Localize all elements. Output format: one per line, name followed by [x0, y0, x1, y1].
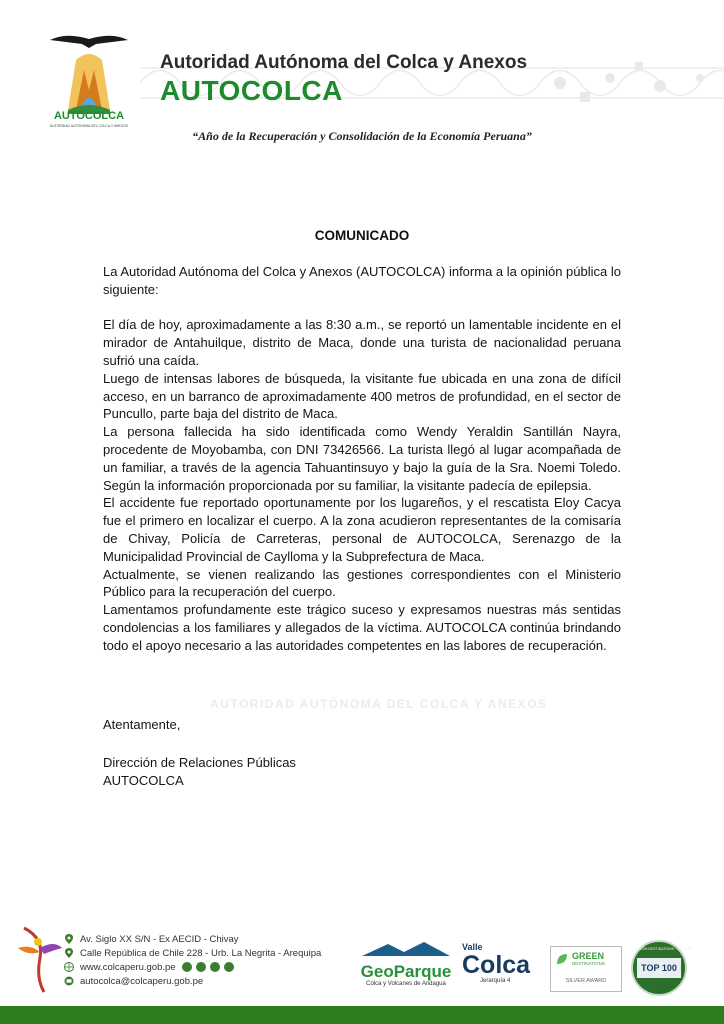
top100-label: TOP 100 [637, 958, 681, 978]
geoparque-subtitle: Colca y Volcanes de Andagua [366, 981, 446, 987]
colca-label: Colca [462, 951, 531, 979]
document-title: COMUNICADO [314, 228, 410, 243]
green-subtitle: DESTINATIONS [572, 961, 605, 966]
volcano-icon [358, 940, 454, 958]
address-row [64, 946, 321, 960]
website-row [64, 960, 321, 974]
body-paragraph: El día de hoy, aproximadamente a las 8:30 a.m., se reportó un lamentable incidente en el mirador de Antahuilque, distrito de Maca, donde una turista de nacionalidad peruana sufrió una caída. [103, 317, 621, 368]
closing-line: Atentamente, [103, 717, 181, 732]
leaf-icon [555, 952, 569, 966]
body-paragraph: La persona fallecida ha sido identificada como Wendy Yeraldin Santillán Nayra, procedente de Moyobamba, con DNI 73426566. La turista llegó al lugar acompañada de un familiar, a través de la agencia Tahuantinsuyo y bajo la guía de la Sra. Noemi Toledo. Según la información proporcionada por su familiar, la visitante padecía de epilepsia. [103, 424, 621, 493]
signature-block [103, 754, 296, 790]
silver-award-label: SILVER AWARD [565, 978, 607, 984]
tiktok-icon[interactable] [210, 962, 220, 972]
youtube-icon[interactable] [224, 962, 234, 972]
logo-subtext: AUTORIDAD AUTÓNOMA DEL COLCA Y ANEXOS [50, 124, 128, 128]
instagram-icon[interactable] [196, 962, 206, 972]
address-chivay: Av. Siglo XX S/N - Ex AECID - Chivay [80, 933, 239, 945]
website-link[interactable]: www.colcaperu.gob.pe [80, 961, 176, 973]
facebook-icon[interactable] [182, 962, 192, 972]
body-paragraph: Luego de intensas labores de búsqueda, la visitante fue ubicada en una zona de difícil acceso, en un barranco de aproximadamente 400 metros de profundidad, en el sector de Puncullo, parte baja del distrito de Maca. [103, 370, 621, 422]
email-link[interactable]: autocolca@colcaperu.gob.pe [80, 975, 204, 987]
body-paragraph: Lamentamos profundamente este trágico suceso y expresamos nuestras más sentidas condolencias a los familiares y allegados de la víctima. AUTOCOLCA continúa brindando todo el apoyo necesario a las autoridades competentes en las labores de recuperación. [103, 602, 621, 653]
body-paragraph: Actualmente, se vienen realizando las gestiones correspondientes con el Ministerio Público para la recuperación del cuerpo. [103, 566, 621, 600]
email-row [64, 974, 321, 988]
watermark: AUTORIDAD AUTÓNOMA DEL COLCA Y ANEXOS [210, 697, 548, 711]
document-body [103, 263, 621, 655]
body-paragraph: El accidente fue reportado oportunamente por los lugareños, y el rescatista Eloy Cacya fue el primero en localizar el cuerpo. A la zona acudieron representantes de la comisaría de Chivay, Policía de Carreteras, personal de AUTOCOLCA, Serenazgo de la Municipalidad Provincial de Caylloma y la Subprefectura de Maca. [103, 495, 621, 564]
hummingbird-icon [14, 918, 64, 996]
letterhead [0, 0, 724, 150]
signature-department: Dirección de Relaciones Públicas [103, 755, 296, 770]
organization-acronym: AUTOCOLCA [160, 75, 343, 106]
top100-ring-text: GREEN DESTINATIONS · STORIES [635, 947, 693, 951]
contact-info [64, 932, 321, 988]
globe-icon [64, 962, 74, 972]
logo-text: AUTOCOLCA [53, 110, 125, 122]
valle-colca-logo [462, 942, 542, 984]
organization-name: Autoridad Autónoma del Colca y Anexos [160, 52, 528, 73]
green-title: GREEN [572, 951, 605, 961]
address-row [64, 932, 321, 946]
signature-organization: AUTOCOLCA [103, 772, 184, 788]
top-100-badge [631, 940, 693, 996]
geoparque-logo [358, 940, 454, 987]
social-icons [182, 962, 238, 972]
green-destinations-award [550, 946, 622, 992]
footer-green-bar [0, 1006, 724, 1024]
address-arequipa: Calle República de Chile 228 - Urb. La Negrita - Arequipa [80, 947, 322, 959]
email-icon [64, 976, 74, 986]
geoparque-title: GeoParque [360, 962, 452, 981]
location-pin-icon [64, 934, 74, 944]
intro-paragraph: La Autoridad Autónoma del Colca y Anexos (AUTOCOLCA) informa a la opinión pública lo siguiente: [103, 264, 621, 297]
footer [0, 910, 724, 1024]
autocolca-logo [46, 30, 132, 134]
valle-label: Valle [462, 942, 483, 952]
jerarquia-label: Jerarquía 4 [480, 978, 511, 984]
year-slogan: “Año de la Recuperación y Consolidación de la Economía Peruana” [192, 129, 532, 143]
location-pin-icon [64, 948, 74, 958]
